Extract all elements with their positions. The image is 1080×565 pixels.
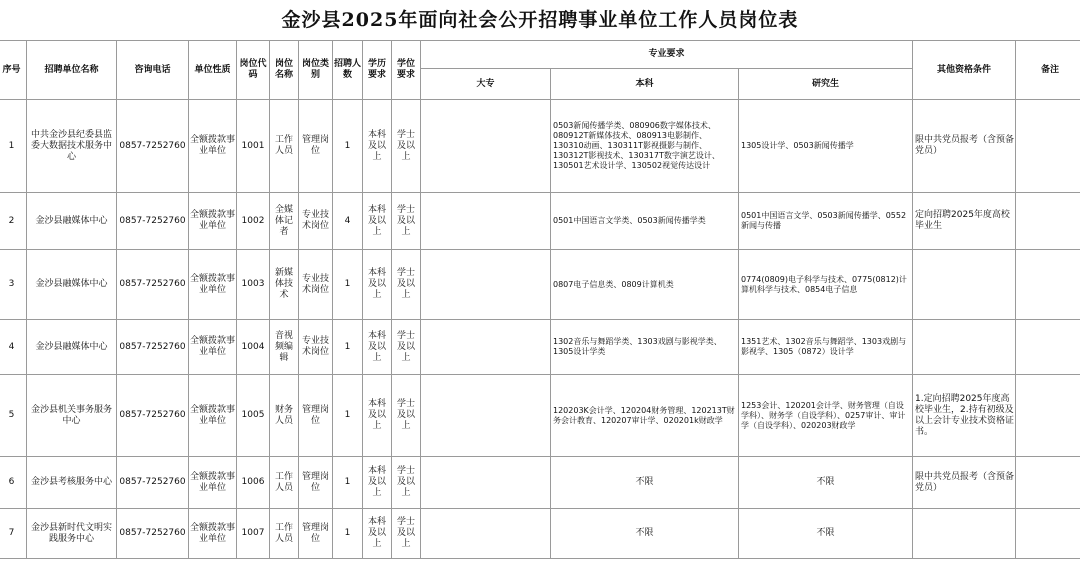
cell-post: 新媒体技术 <box>270 250 299 320</box>
cell-post: 音视频编辑 <box>270 320 299 375</box>
cell-code: 1005 <box>237 375 270 457</box>
page-title: 金沙县2025年面向社会公开招聘事业单位工作人员岗位表 <box>281 9 799 31</box>
cell-category: 专业技术岗位 <box>299 193 333 250</box>
cell-other: 1.定向招聘2025年度高校毕业生，2.持有初级及以上会计专业技术资格证书。 <box>913 375 1016 457</box>
cell-unit: 中共金沙县纪委县监委大数据技术服务中心 <box>27 100 117 193</box>
cell-edu: 本科及以上 <box>363 100 392 193</box>
cell-edu: 本科及以上 <box>363 375 392 457</box>
cell-count: 1 <box>333 457 363 509</box>
cell-graduate: 不限 <box>739 457 913 509</box>
cell-phone: 0857-7252760 <box>117 375 189 457</box>
cell-nature: 全额拨款事业单位 <box>189 193 237 250</box>
cell-phone: 0857-7252760 <box>117 250 189 320</box>
header-edu: 学历要求 <box>363 41 392 100</box>
cell-count: 1 <box>333 320 363 375</box>
cell-degree: 学士及以上 <box>392 100 421 193</box>
cell-code: 1006 <box>237 457 270 509</box>
cell-phone: 0857-7252760 <box>117 193 189 250</box>
cell-bachelor: 0503新闻传播学类、080906数字媒体技术、080912T新媒体技术、080913电影制作、130310动画、130311T影视摄影与制作、130312T影视技术、130317T数字演艺设计、130501艺术设计学、130502视觉传达设计 <box>551 100 739 193</box>
cell-category: 管理岗位 <box>299 457 333 509</box>
header-post: 岗位名称 <box>270 41 299 100</box>
cell-seq: 1 <box>0 100 27 193</box>
cell-seq: 4 <box>0 320 27 375</box>
cell-unit: 金沙县新时代文明实践服务中心 <box>27 509 117 559</box>
cell-other: 定向招聘2025年度高校毕业生 <box>913 193 1016 250</box>
cell-graduate: 0774(0809)电子科学与技术、0775(0812)计算机科学与技术、0854电子信息 <box>739 250 913 320</box>
cell-post: 财务人员 <box>270 375 299 457</box>
cell-degree: 学士及以上 <box>392 250 421 320</box>
cell-nature: 全额拨款事业单位 <box>189 250 237 320</box>
cell-junior <box>421 250 551 320</box>
cell-category: 专业技术岗位 <box>299 320 333 375</box>
header-junior: 大专 <box>421 69 551 100</box>
cell-remark <box>1016 100 1080 193</box>
cell-code: 1007 <box>237 509 270 559</box>
cell-graduate: 不限 <box>739 509 913 559</box>
cell-degree: 学士及以上 <box>392 320 421 375</box>
cell-post: 工作人员 <box>270 509 299 559</box>
cell-seq: 3 <box>0 250 27 320</box>
cell-seq: 2 <box>0 193 27 250</box>
header-degree: 学位要求 <box>392 41 421 100</box>
cell-edu: 本科及以上 <box>363 457 392 509</box>
cell-bachelor: 不限 <box>551 509 739 559</box>
cell-degree: 学士及以上 <box>392 193 421 250</box>
cell-nature: 全额拨款事业单位 <box>189 320 237 375</box>
cell-junior <box>421 193 551 250</box>
cell-unit: 金沙县考核服务中心 <box>27 457 117 509</box>
cell-code: 1001 <box>237 100 270 193</box>
table-row <box>0 320 1080 375</box>
cell-unit: 金沙县融媒体中心 <box>27 250 117 320</box>
cell-graduate: 0501中国语言文学、0503新闻传播学、0552新闻与传播 <box>739 193 913 250</box>
cell-bachelor: 0807电子信息类、0809计算机类 <box>551 250 739 320</box>
cell-count: 1 <box>333 250 363 320</box>
table-row <box>0 509 1080 559</box>
cell-nature: 全额拨款事业单位 <box>189 100 237 193</box>
cell-post: 工作人员 <box>270 457 299 509</box>
cell-degree: 学士及以上 <box>392 375 421 457</box>
cell-count: 1 <box>333 509 363 559</box>
cell-phone: 0857-7252760 <box>117 509 189 559</box>
table-row <box>0 193 1080 250</box>
header-major: 专业要求 <box>421 41 913 69</box>
cell-code: 1003 <box>237 250 270 320</box>
header-phone: 咨询电话 <box>117 41 189 100</box>
cell-remark <box>1016 320 1080 375</box>
cell-other: 限中共党员报考（含预备党员） <box>913 457 1016 509</box>
cell-seq: 6 <box>0 457 27 509</box>
cell-post: 全媒体记者 <box>270 193 299 250</box>
header-nature: 单位性质 <box>189 41 237 100</box>
cell-phone: 0857-7252760 <box>117 457 189 509</box>
cell-junior <box>421 509 551 559</box>
cell-phone: 0857-7252760 <box>117 320 189 375</box>
cell-edu: 本科及以上 <box>363 193 392 250</box>
cell-edu: 本科及以上 <box>363 250 392 320</box>
table-row <box>0 250 1080 320</box>
cell-post: 工作人员 <box>270 100 299 193</box>
cell-bachelor: 0501中国语言文学类、0503新闻传播学类 <box>551 193 739 250</box>
cell-code: 1004 <box>237 320 270 375</box>
cell-count: 1 <box>333 375 363 457</box>
table-row <box>0 100 1080 193</box>
cell-other: 限中共党员报考（含预备党员） <box>913 100 1016 193</box>
cell-category: 管理岗位 <box>299 375 333 457</box>
cell-junior <box>421 100 551 193</box>
cell-other <box>913 320 1016 375</box>
header-remark: 备注 <box>1016 41 1080 100</box>
positions-table <box>0 40 1080 559</box>
header-category: 岗位类别 <box>299 41 333 100</box>
cell-remark <box>1016 250 1080 320</box>
cell-degree: 学士及以上 <box>392 509 421 559</box>
cell-count: 4 <box>333 193 363 250</box>
cell-unit: 金沙县机关事务服务中心 <box>27 375 117 457</box>
cell-nature: 全额拨款事业单位 <box>189 375 237 457</box>
cell-bachelor: 120203K会计学、120204财务管理、120213T财务会计教育、120207审计学、020201k财政学 <box>551 375 739 457</box>
cell-edu: 本科及以上 <box>363 320 392 375</box>
header-graduate: 研究生 <box>739 69 913 100</box>
cell-category: 管理岗位 <box>299 100 333 193</box>
cell-junior <box>421 375 551 457</box>
cell-other <box>913 250 1016 320</box>
cell-category: 管理岗位 <box>299 509 333 559</box>
cell-degree: 学士及以上 <box>392 457 421 509</box>
header-count: 招聘人数 <box>333 41 363 100</box>
cell-junior <box>421 320 551 375</box>
cell-count: 1 <box>333 100 363 193</box>
table-row <box>0 375 1080 457</box>
cell-bachelor: 不限 <box>551 457 739 509</box>
header-code: 岗位代码 <box>237 41 270 100</box>
cell-phone: 0857-7252760 <box>117 100 189 193</box>
cell-unit: 金沙县融媒体中心 <box>27 193 117 250</box>
table-row <box>0 457 1080 509</box>
cell-graduate: 1253会计、120201会计学、财务管理（自设学科）、财务学（自设学科）、0257审计、审计学（自设学科）、020203财政学 <box>739 375 913 457</box>
cell-nature: 全额拨款事业单位 <box>189 457 237 509</box>
cell-remark <box>1016 457 1080 509</box>
cell-nature: 全额拨款事业单位 <box>189 509 237 559</box>
cell-unit: 金沙县融媒体中心 <box>27 320 117 375</box>
cell-graduate: 1305设计学、0503新闻传播学 <box>739 100 913 193</box>
cell-bachelor: 1302音乐与舞蹈学类、1303戏剧与影视学类、1305设计学类 <box>551 320 739 375</box>
cell-code: 1002 <box>237 193 270 250</box>
cell-remark <box>1016 193 1080 250</box>
cell-remark <box>1016 375 1080 457</box>
cell-category: 专业技术岗位 <box>299 250 333 320</box>
cell-junior <box>421 457 551 509</box>
header-unit: 招聘单位名称 <box>27 41 117 100</box>
header-other: 其他资格条件 <box>913 41 1016 100</box>
cell-edu: 本科及以上 <box>363 509 392 559</box>
header-bachelor: 本科 <box>551 69 739 100</box>
cell-graduate: 1351艺术、1302音乐与舞蹈学、1303戏剧与影视学、1305（0872）设计学 <box>739 320 913 375</box>
cell-seq: 7 <box>0 509 27 559</box>
cell-seq: 5 <box>0 375 27 457</box>
cell-remark <box>1016 509 1080 559</box>
header-seq: 序号 <box>0 41 27 100</box>
cell-other <box>913 509 1016 559</box>
